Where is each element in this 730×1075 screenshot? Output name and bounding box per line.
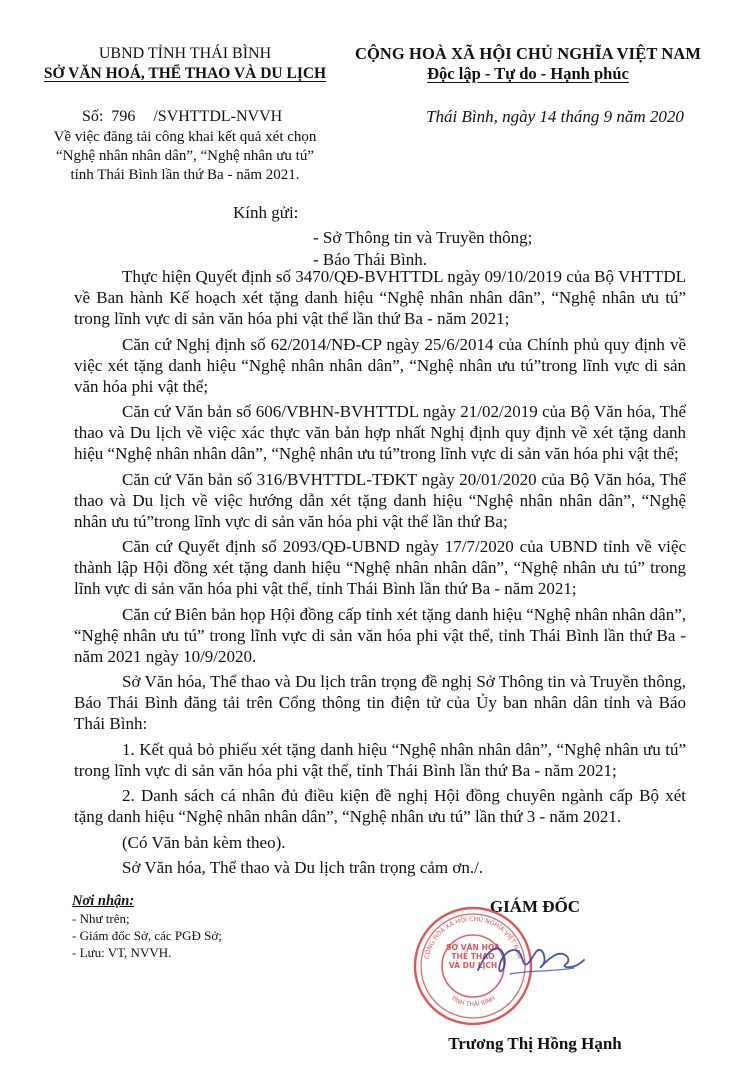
- recipient-item: - Báo Thái Bình.: [313, 250, 427, 269]
- recipient-list: [313, 227, 532, 271]
- body-paragraph: Căn cứ Văn bản số 606/VBHN-BVHTTDL ngày 21/02/2019 của Bộ Văn hóa, Thể thao và Du lịch về việc xác thực văn bản hợp nhất Nghị định quy định về xét tặng danh hiệu “Nghệ nhân nhân dân”, “Nghệ nhân ưu tú”trong lĩnh vực di sản văn hóa phi vật thể;: [74, 402, 686, 463]
- distribution-item: - Giám đốc Sở, các PGĐ Sở;: [72, 928, 222, 943]
- body-paragraph: (Có Văn bản kèm theo).: [122, 832, 286, 852]
- department-name: SỞ VĂN HOÁ, THỂ THAO VÀ DU LỊCH: [43, 65, 327, 82]
- body-paragraph: Căn cứ Văn bản số 316/BVHTTDL-TĐKT ngày 20/01/2020 của Bộ Văn hóa, Thể thao và Du lịch về việc hướng dẫn xét tặng danh hiệu “Nghệ nhân nhân dân”, “Nghệ nhân ưu tú”trong lĩnh vực di sản văn hóa phi vật thể lần thứ Ba;: [74, 469, 686, 531]
- document-subject: [20, 128, 350, 185]
- distribution-title: Nơi nhận:: [72, 893, 135, 909]
- subject-line: Về việc đăng tải công khai kết quả xét chọn: [53, 129, 317, 145]
- distribution-item: - Như trên;: [72, 911, 130, 926]
- body-paragraph: Căn cứ Nghị định số 62/2014/NĐ-CP ngày 25/6/2014 của Chính phủ quy định về việc xét tặng danh hiệu “Nghệ nhân nhân dân”, “Nghệ nhân ưu tú”trong lĩnh vực di sản văn hóa phi vật thể;: [74, 334, 686, 396]
- national-title: CỘNG HOÀ XÃ HỘI CHỦ NGHĨA VIỆT NAM: [354, 44, 702, 63]
- seal-text-top: CỘNG HOÀ XÃ HỘI CHỦ NGHĨA VIỆT NAM: [423, 915, 523, 960]
- signer-name: Trương Thị Hồng Hạnh: [448, 1034, 622, 1053]
- seal-text-center: SỞ VĂN HOÁ THỂ THAO VÀ DU LỊCH: [446, 943, 500, 970]
- place-date: Thái Bình, ngày 14 tháng 9 năm 2020: [426, 107, 684, 126]
- distribution-item: - Lưu: VT, NVVH.: [72, 945, 172, 960]
- national-header: [342, 44, 714, 84]
- body-paragraph: 2. Danh sách cá nhân đủ điều kiện đề nghị Hội đồng chuyên ngành cấp Bộ xét tặng danh hiệu “Nghệ nhân nhân dân”, “Nghệ nhân ưu tú” lần thứ 3 - năm 2021.: [74, 786, 686, 826]
- seal-text-bottom: TỈNH THÁI BÌNH: [449, 995, 497, 1009]
- reference-code: /SVHTTDL-NVVH: [153, 108, 283, 125]
- body-paragraph: Sở Văn hóa, Thể thao và Du lịch trân trọng đề nghị Sở Thông tin và Truyền thông, Báo Thái Bình đăng tải trên Cổng thông tin điện tử của Ủy ban nhân dân tỉnh và Báo Thái Bình:: [74, 672, 686, 733]
- body-paragraph: Thực hiện Quyết định số 3470/QĐ-BVHTTDL ngày 09/10/2019 của Bộ VHTTDL về Ban hành Kế hoạch xét tặng danh hiệu “Nghệ nhân nhân dân”, “Nghệ nhân ưu tú” trong lĩnh vực di sản văn hóa phi vật thể lần thứ Ba - năm 2021;: [74, 267, 686, 328]
- issuer-header: [20, 44, 350, 84]
- greeting: Kính gửi:: [233, 203, 299, 222]
- subject-line: “Nghệ nhân nhân dân”, “Nghệ nhân ưu tú”: [55, 148, 315, 164]
- signer-title: GIÁM ĐỐC: [489, 897, 581, 916]
- body-paragraph: Căn cứ Biên bản họp Hội đồng cấp tỉnh xét tặng danh hiệu “Nghệ nhân nhân dân”, “Nghệ nhân ưu tú” trong lĩnh vực di sản văn hóa phi vật thể, tỉnh Thái Bình lần thứ Ba - năm 2021 ngày 10/9/2020.: [74, 604, 686, 666]
- document-reference: [82, 108, 282, 126]
- national-motto: Độc lập - Tự do - Hạnh phúc: [427, 64, 629, 83]
- reference-number: 796: [111, 108, 136, 125]
- body-paragraph: Sở Văn hóa, Thể thao và Du lịch trân trọng cảm ơn./.: [122, 858, 484, 877]
- document-body: [74, 266, 686, 883]
- subject-line: tỉnh Thái Bình lần thứ Ba - năm 2021.: [70, 167, 300, 183]
- recipient-item: - Sở Thông tin và Truyền thông;: [313, 228, 533, 247]
- handwritten-signature: [470, 930, 590, 990]
- reference-label: Số:: [82, 108, 104, 125]
- body-paragraph: Căn cứ Quyết định số 2093/QĐ-UBND ngày 17/7/2020 của UBND tỉnh về việc thành lập Hội đồng xét tặng danh hiệu “Nghệ nhân nhân dân”, “Nghệ nhân ưu tú” trong lĩnh vực di sản văn hóa phi vật thể, tỉnh Thái Bình lần thứ Ba - năm 2021;: [74, 537, 686, 598]
- body-paragraph: 1. Kết quả bỏ phiếu xét tặng danh hiệu “Nghệ nhân nhân dân”, “Nghệ nhân ưu tú” trong lĩnh vực di sản văn hóa phi vật thể, tỉnh Thái Bình lần thứ Ba - năm 2021;: [74, 739, 686, 780]
- province-committee: UBND TỈNH THÁI BÌNH: [98, 45, 272, 62]
- distribution-list: [72, 892, 352, 961]
